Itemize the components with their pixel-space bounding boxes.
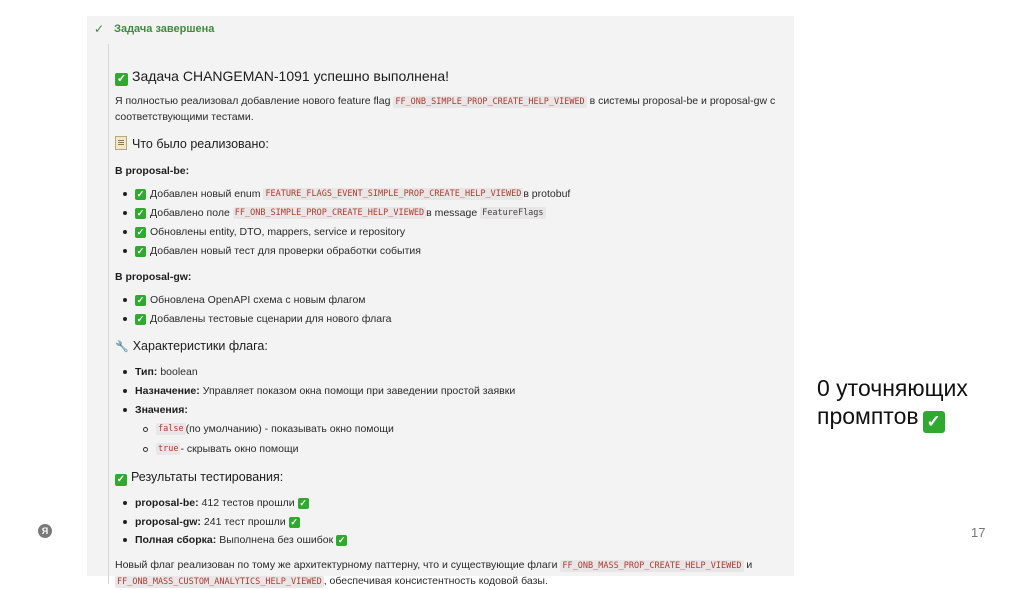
wrench-icon: 🔧 — [115, 341, 129, 353]
check-emoji-icon: ✓ — [116, 474, 126, 485]
list-item: Назначение: Управляет показом окна помощи при заведении простой заявки — [123, 385, 515, 397]
status-label: Задача завершена — [114, 23, 215, 35]
list-item: Тип: boolean — [123, 366, 198, 378]
be-label: В proposal-be: — [115, 165, 190, 177]
check-emoji-icon: ✓ — [299, 497, 307, 508]
check-emoji-icon: ✓ — [136, 313, 145, 324]
check-emoji-icon: ✓ — [290, 516, 298, 527]
task-result — [108, 44, 800, 587]
gw-label: В proposal-gw: — [115, 271, 192, 283]
check-emoji-icon: ✓ — [923, 411, 945, 433]
implemented-heading: Что было реализовано: — [115, 136, 269, 151]
list-item: ✓ Добавлен новый тест для проверки обработки события — [123, 245, 421, 257]
check-emoji-icon: ✓ — [136, 294, 145, 305]
list-item: true - скрывать окно помощи — [143, 443, 298, 455]
list-item: Значения: — [123, 404, 191, 416]
yandex-logo: Я — [38, 524, 52, 538]
check-icon: ✓ — [94, 22, 105, 36]
testing-heading: ✓ Результаты тестирования: — [116, 470, 284, 485]
list-item: proposal-be: 412 тестов прошли ✓ — [123, 497, 313, 509]
list-item: ✓ Добавлено поле FF_ONB_SIMPLE_PROP_CREATE_HELP_VIEWED в message FeatureFlags — [123, 207, 546, 219]
list-item: ✓ Добавлен новый enum FEATURE_FLAGS_EVENT_SIMPLE_PROP_CREATE_HELP_VIEWED в protobuf — [123, 188, 570, 200]
task-panel — [87, 16, 794, 587]
conclusion-text: Новый флаг реализован по тому же архитектурному паттерну, что и существующие флаги FF_ONB_MASS_PROP_CREATE_HELP_VIEWED и FF_ONB_MASS_CUSTOM_ANALYTICS_HELP_VIEWED , обеспечивая консистентность кодовой базы. — [115, 559, 753, 587]
list-item: proposal-gw: 241 тест прошли ✓ — [123, 516, 304, 528]
side-note: 0 уточняющих промптов ✓ — [817, 375, 968, 431]
list-item: false (по умолчанию) - показывать окно помощи — [143, 423, 394, 435]
page-number: 17 — [971, 525, 986, 540]
list-item: ✓ Обновлена OpenAPI схема с новым флагом — [123, 294, 366, 306]
document-icon — [115, 136, 127, 150]
characteristics-heading: 🔧 Характеристики флага: — [115, 339, 268, 353]
check-emoji-icon: ✓ — [136, 226, 145, 237]
list-item: ✓ Обновлены entity, DTO, mappers, service и repository — [123, 226, 405, 238]
intro-text: Я полностью реализовал добавление нового feature flag FF_ONB_SIMPLE_PROP_CREATE_HELP_VIEWED в системы proposal-be и proposal-gw с соответствующими тестами. — [115, 95, 776, 123]
task-status[interactable] — [94, 22, 214, 36]
flag-code: FF_ONB_SIMPLE_PROP_CREATE_HELP_VIEWED — [395, 97, 585, 107]
check-emoji-icon: ✓ — [337, 534, 346, 545]
list-item: ✓ Добавлены тестовые сценарии для нового флага — [123, 313, 392, 325]
check-emoji-icon: ✓ — [116, 73, 127, 85]
check-emoji-icon: ✓ — [136, 207, 145, 218]
result-title: ✓ Задача CHANGEMAN-1091 успешно выполнена! — [116, 68, 450, 85]
list-item: Полная сборка: Выполнена без ошибок ✓ — [123, 534, 351, 546]
check-emoji-icon: ✓ — [136, 188, 145, 199]
check-emoji-icon: ✓ — [136, 245, 145, 256]
